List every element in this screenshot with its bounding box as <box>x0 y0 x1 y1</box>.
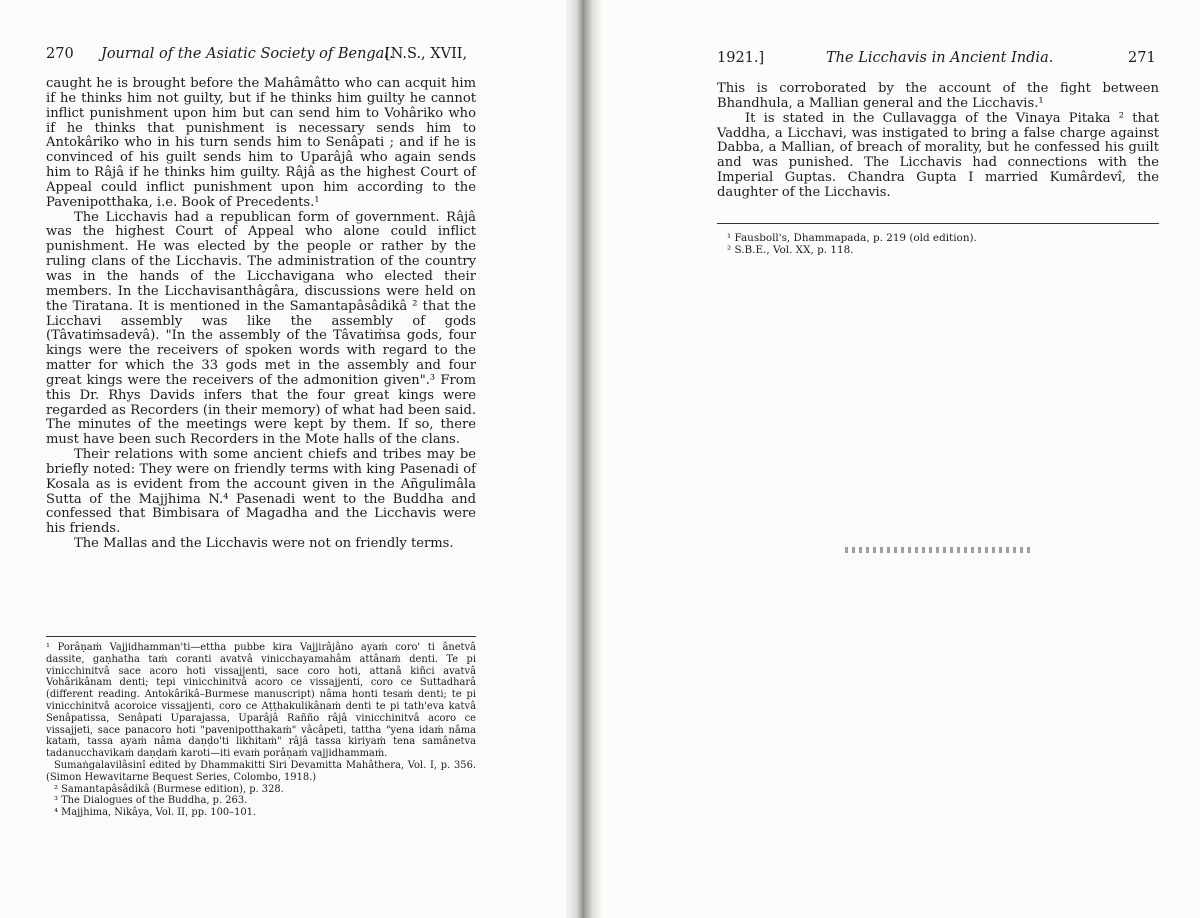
right-running-title: The Licchavis in Ancient India. <box>826 50 1054 66</box>
right-footnote-2: ² S.B.E., Vol. XX, p. 118. <box>727 244 854 256</box>
left-running-title: Journal of the Asiatic Society of Bengal. <box>101 46 394 62</box>
footnote-1: ¹ Porâṇaṁ Vajjidhamman'ti—ettha pubbe kira Vajjirâjâno ayaṁ coro' ti ânetvâ dassite, gaṇhatha taṁ coranti avatvâ vinicchayamahâm attânaṁ denti. Te pi vinicchinitvâ sace acoro hoti vissajjenti, sace coro hoti, attanâ kiñci avatvâ Vohârikânam denti; tepi vinicchinitvâ acoro ce vissajjenti, coro ce Suttadharâ (different reading. Antokârikâ–Burmese manuscript) nâma honti tesaṁ denti; te pi vinicchinitvâ acoroice vissajjenti, coro ce Aṭṭhakulikânaṁ denti te pi tath'eva katvâ Senâpatissa, Senâpati Uparajassa, Uparâjâ Rañño râjâ vinicchinitvâ acoro ce vissajjeti, sace panacoro hoti "pavenipotthakaṁ" vâcâpeti, tattha "yena idaṁ nâma kataṁ, tassa ayaṁ nâma daṇḍo'ti likhitaṁ" râjâ tassa kiriyaṁ tena samânetva tadanucchavikaṁ daṇḍaṁ karoti—iti evaṁ porâṇaṁ vajjidhammaṁ. <box>46 642 476 760</box>
right-paragraph-2: It is stated in the Cullavagga of the Vinaya Pitaka ² that Vaddha, a Licchavi, was instigated to bring a false charge against Dabba, a Mallian, of breach of morality, but he confessed his guilt and was punished. The Licchavis had connections with the Imperial Guptas. Chandra Gupta I married Kumârdevî, the daughter of the Licchavis. <box>717 110 1159 200</box>
right-footnote-rule <box>717 223 1159 224</box>
footnote-3: ³ The Dialogues of the Buddha, p. 263. <box>54 795 248 807</box>
left-body-text <box>46 77 476 552</box>
right-page-number: 271 <box>1128 50 1156 66</box>
footnote-4: ⁴ Majjhima, Nikâya, Vol. II, pp. 100–101. <box>54 807 257 819</box>
left-paragraph-3: Their relations with some ancient chiefs and tribes may be briefly noted: They were on friendly terms with king Pasenadi of Kosala as is evident from the account given in the Añgulimâla Sutta of the Majjhima N.⁴ Pasenadi went to the Buddha and confessed that Bimbisara of Magadha and the Licchavis were his friends. <box>46 447 476 537</box>
decorative-tailpiece <box>845 547 1033 553</box>
right-paragraph-1: This is corroborated by the account of the fight between Bhandhula, a Mallian general and the Licchavis.¹ <box>717 81 1159 111</box>
left-paragraph-4: The Mallas and the Licchavis were not on friendly terms. <box>74 536 454 552</box>
footnote-1-reference: Sumaṅgalavilâsinî edited by Dhammakitti Siri Devamitta Mahâthera, Vol. I, p. 356. (Simon Hewavitarne Bequest Series, Colombo, 1918.) <box>46 759 476 783</box>
left-footnotes <box>46 642 476 819</box>
footnote-2: ² Samantapâsâdikâ (Burmese edition), p. 328. <box>54 783 284 795</box>
left-page-number: 270 <box>46 46 74 62</box>
left-footnote-rule <box>46 636 476 637</box>
left-paragraph-2: The Licchavis had a republican form of government. Râjâ was the highest Court of Appeal who alone could inflict punishment. He was elected by the people or rather by the ruling clans of the Licchavis. The administration of the country was in the hands of the Licchavigana who elected their members. In the Licchavisanthâgâra, discussions were held on the Tiratana. It is mentioned in the Samantapâsâdikâ ² that the Licchavi assembly was like the assembly of gods (Tâvatiṁsadevâ). "In the assembly of the Tâvatiṁsa gods, four kings were the receivers of spoken words with regard to the matter for which the 33 gods met in the assembly and four great kings were the receivers of the admonition given".³ From this Dr. Rhys Davids infers that the four great kings were regarded as Recorders (in their memory) of what had been said. The minutes of the meetings were kept by them. If so, there must have been such Recorders in the Mote halls of the clans. <box>46 209 476 448</box>
book-gutter <box>566 0 602 918</box>
right-footnote-1: ¹ Fausboll's, Dhammapada, p. 219 (old edition). <box>727 232 977 244</box>
right-footnotes <box>727 232 1159 256</box>
left-series-label: [N.S., XVII, <box>385 46 468 62</box>
right-body-text <box>717 82 1159 201</box>
left-paragraph-1: caught he is brought before the Mahâmâtto who can acquit him if he thinks him not guilty, but if he thinks him guilty he cannot inflict punishment upon him but can send him to Vohâriko who if he thinks that punishment is necessary sends him to Antokâriko who in his turn sends him to Senâpati ; and if he is convinced of his guilt sends him to Uparâjâ who again sends him to Râjâ if he thinks him guilty. Râjâ as the highest Court of Appeal could inflict punishment upon him according to the Pavenipotthaka, i.e. Book of Precedents.¹ <box>46 76 476 210</box>
right-year: 1921.] <box>717 50 765 66</box>
